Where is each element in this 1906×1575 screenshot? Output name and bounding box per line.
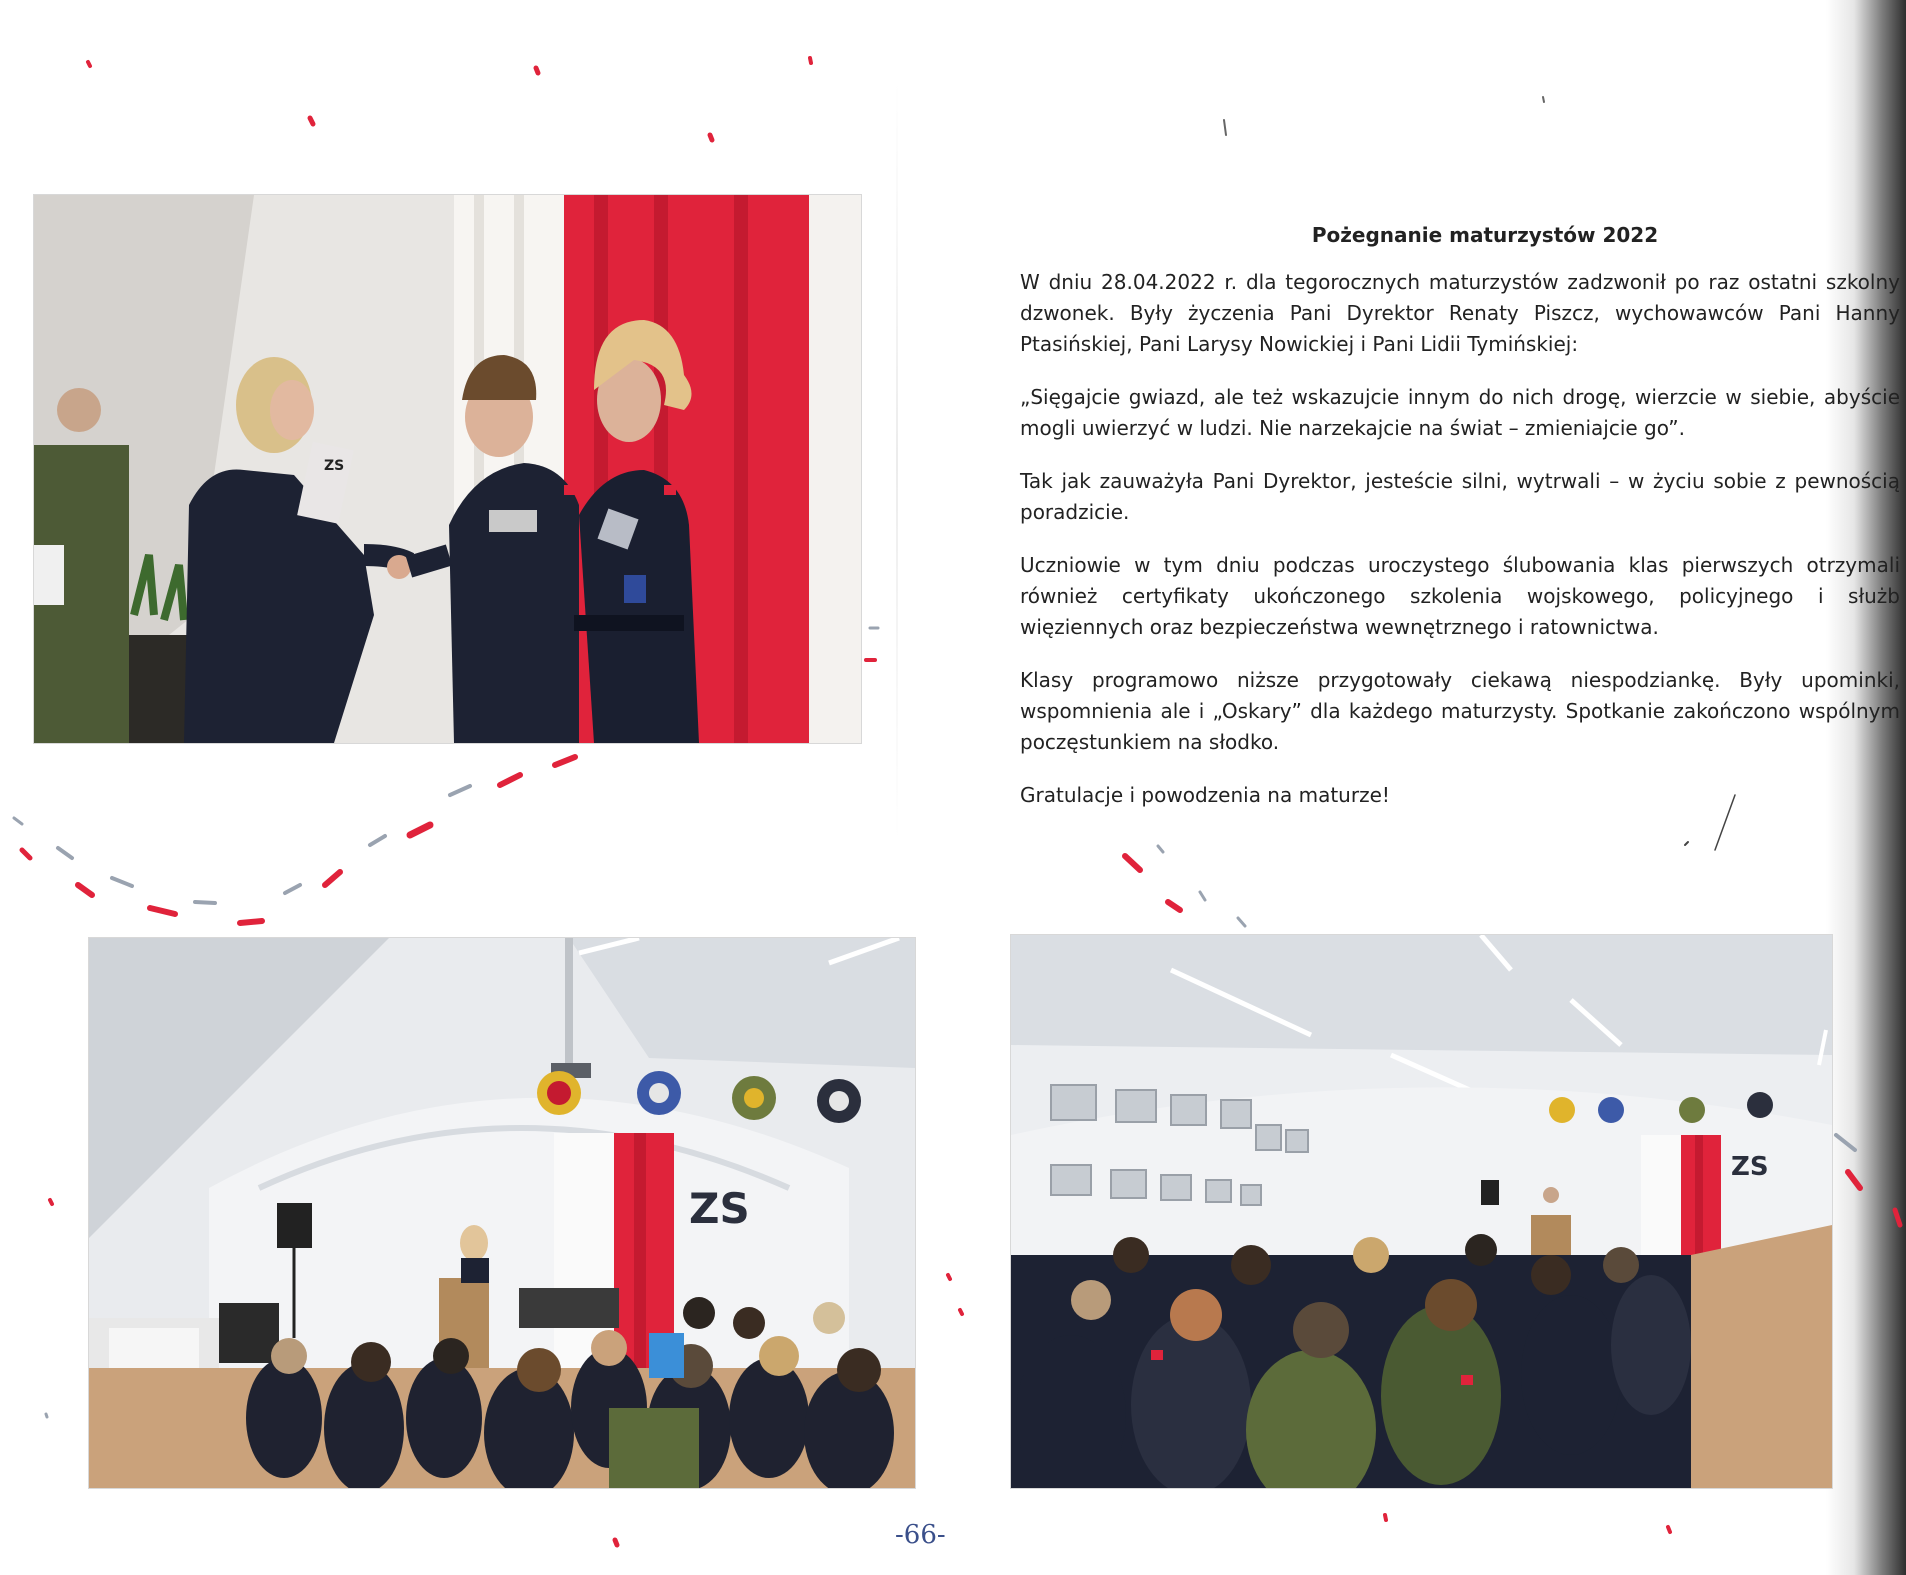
article-closing: Gratulacje i powodzenia na maturze! <box>1020 783 1390 807</box>
article <box>1020 220 1900 833</box>
ceremony-photo <box>34 195 861 743</box>
page-gutter <box>896 80 898 840</box>
article-title: Pożegnanie maturzystów 2022 <box>1311 223 1659 247</box>
hall-right-logo-text: ZS <box>1731 1152 1769 1182</box>
hall-audience-photo <box>1011 935 1832 1488</box>
article-paragraph: Uczniowie w tym dniu podczas uroczystego ślubowania klas pierwszych otrzymali również certyfikaty ukończonego szkolenia wojskowego, policyjnego i służb więziennych oraz bezpieczeństwa wewnętrznego i ratownictwa. <box>1020 553 1900 639</box>
article-paragraph: Klasy programowo niższe przygotowały ciekawą niespodziankę. Były upominki, wspomnienia ale i „Oskary” dla każdego maturzysty. Spotkanie zakończono wspólnym poczęstunkiem na słodko. <box>1020 668 1900 754</box>
ceremony-logo-text: ZS <box>324 458 345 474</box>
page-number: -66- <box>895 1520 946 1550</box>
hall-speech-photo <box>89 938 915 1488</box>
hall-left-logo-text: ZS <box>689 1184 750 1233</box>
article-quote: „Sięgajcie gwiazd, ale też wskazujcie innym do nich drogę, wierzcie w siebie, abyście mogli uwierzyć w ludzi. Nie narzekajcie na świat – zmieniajcie go”. <box>1020 385 1900 440</box>
article-paragraph: W dniu 28.04.2022 r. dla tegorocznych maturzystów zadzwonił po raz ostatni szkolny dzwonek. Były życzenia Pani Dyrektor Renaty Piszcz, wychowawców Pani Hanny Ptasińskiej, Pani Larysy Nowickiej i Pani Lidii Tymińskiej: <box>1020 270 1900 356</box>
article-paragraph: Tak jak zauważyła Pani Dyrektor, jesteście silni, wytrwali – w życiu sobie z pewnością poradzicie. <box>1020 469 1900 524</box>
